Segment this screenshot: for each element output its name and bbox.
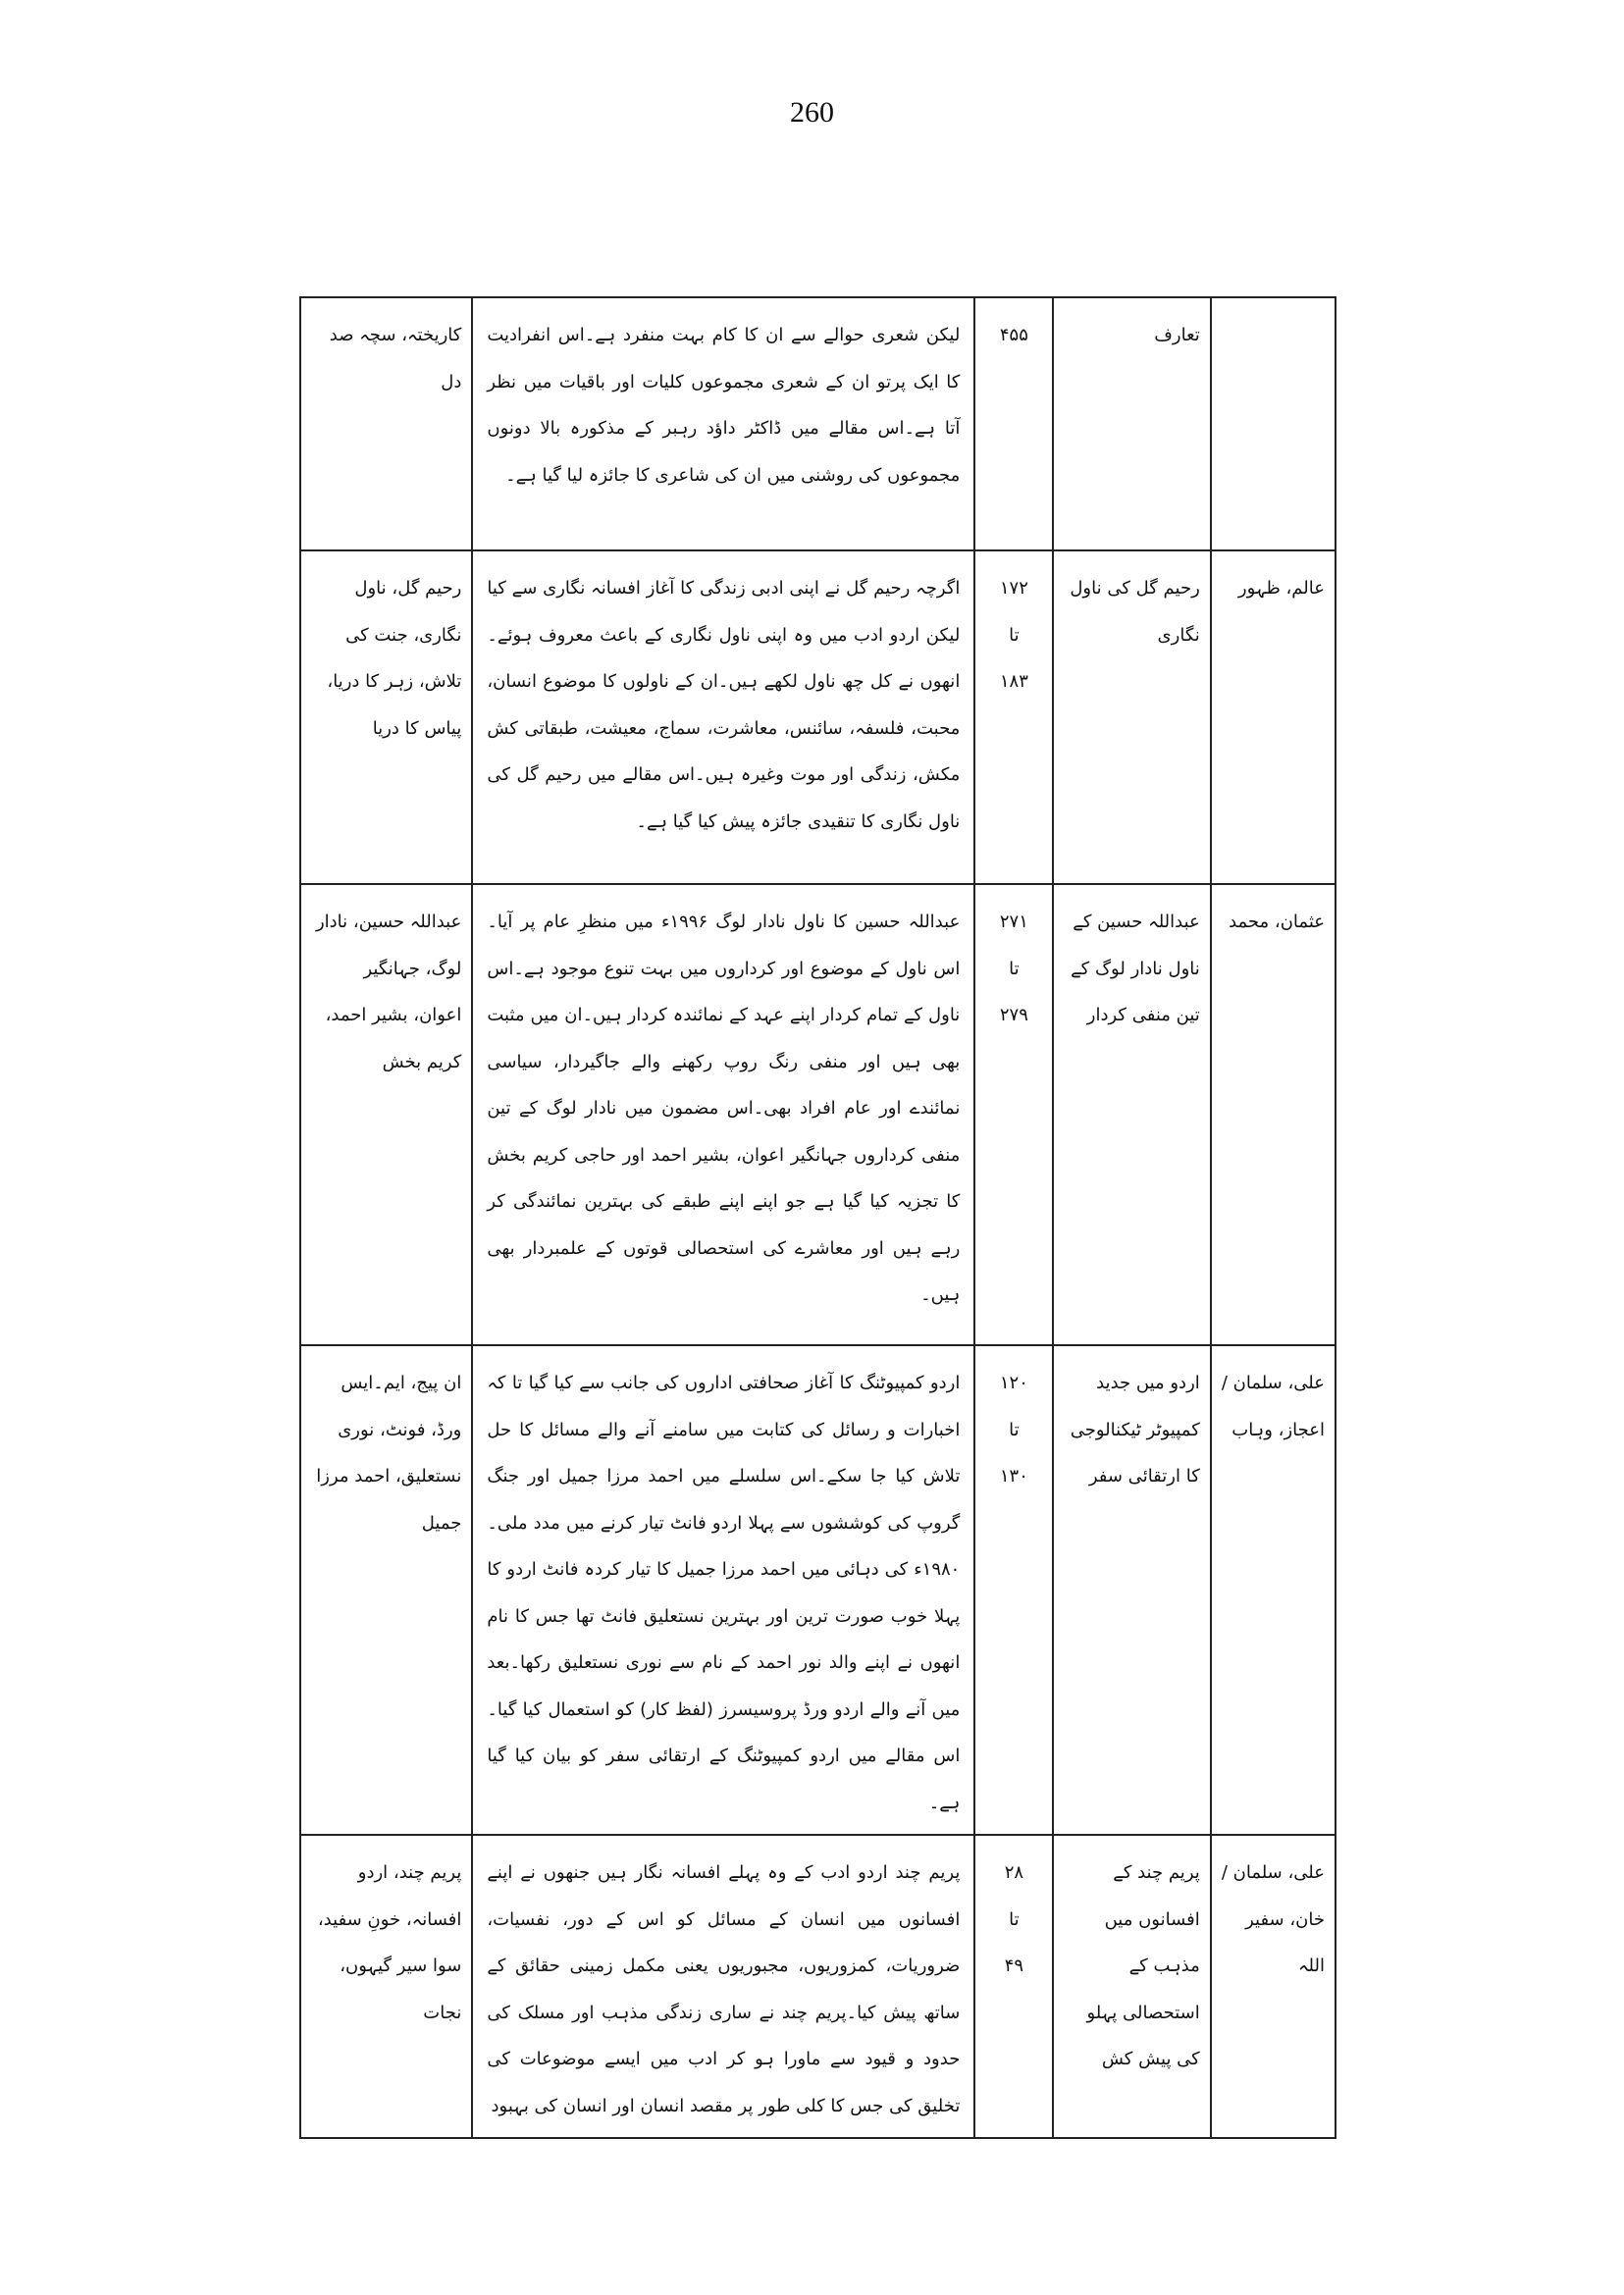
author-cell: عالم، ظہور [1211,550,1336,884]
title-cell: اردو میں جدید کمپیوٹر ٹیکنالوجی کا ارتقائی سفر [1053,1345,1210,1835]
pages-cell [974,884,1053,1345]
abstract-cell: پریم چند اردو ادب کے وہ پہلے افسانہ نگار ہیں جنھوں نے اپنے افسانوں میں انسان کے مسائل کو اس کے دور، نفسیات، ضروریات، کمزوریوں، مجبوریوں یعنی مکمل زمینی حقائق کے ساتھ پیش کیا۔پریم چند نے ساری زندگی مذہب اور مسلک کی حدود و قیود سے ماورا ہو کر ادب میں ایسے موضوعات کی تخلیق کی جس کا کلی طور پر مقصد انسان اور انسان کی بہبود [472,1835,974,2138]
page-range-start: ۲۸ [1004,1862,1024,1883]
author-cell: علی، سلمان / اعجاز، وہاب [1211,1345,1336,1835]
table-row [300,297,1336,550]
pages-cell [974,550,1053,884]
author-cell: علی، سلمان / خان، سفیر اللہ [1211,1835,1336,2138]
abstract-cell: اردو کمپیوٹنگ کا آغاز صحافتی اداروں کی جانب سے کیا گیا تا کہ اخبارات و رسائل کی کتابت میں سامنے آنے والے مسائل کا حل تلاش کیا جا سکے۔اس سلسلے میں احمد مرزا جمیل اور جنگ گروپ کی کوششوں سے پہلا اردو فانٹ تیار کرنے میں مدد ملی۔ ۱۹۸۰ء کی دہائی میں احمد مرزا جمیل کا تیار کردہ فانٹ اردو کا پہلا خوب صورت ترین اور بہترین نستعلیق فانٹ تھا جس کا نام انھوں نے اپنے والد نور احمد کے نام سے نوری نستعلیق رکھا۔بعد میں آنے والے اردو ورڈ پروسیسرز (لفظ کار) کو استعمال کیا گیا۔اس مقالے میں اردو کمپیوٹنگ کے ارتقائی سفر کو بیان کیا گیا ہے۔ [472,1345,974,1835]
author-cell [1211,297,1336,550]
keywords-cell: ان پیج، ایم۔ایس ورڈ، فونٹ، نوری نستعلیق، احمد مرزا جمیل [300,1345,472,1835]
pages-cell [974,1835,1053,2138]
page-range-separator: تا [1009,1908,1020,1930]
abstract-cell: لیکن شعری حوالے سے ان کا کام بہت منفرد ہے۔اس انفرادیت کا ایک پرتو ان کے شعری مجموعوں کلیات اور باقیات میں نظر آتا ہے۔اس مقالے میں ڈاکٹر داؤد رہبر کے مذکورہ بالا دونوں مجموعوں کی روشنی میں ان کی شاعری کا جائزہ لیا گیا ہے۔ [472,297,974,550]
page-range-start: ۲۷۱ [999,912,1028,932]
title-cell: رحیم گل کی ناول نگاری [1053,550,1210,884]
page-range-start: ۴۵۵ [999,325,1028,345]
keywords-cell: پریم چند، اردو افسانہ، خونِ سفید، سوا سیر گیہوں، نجات [300,1835,472,2138]
abstract-cell: عبداللہ حسین کا ناول نادار لوگ ۱۹۹۶ء میں منظرِ عام پر آیا۔اس ناول کے موضوع اور کرداروں میں بہت تنوع موجود ہے۔اس ناول کے تمام کردار اپنے عہد کے نمائندہ کردار ہیں۔ان میں مثبت بھی ہیں اور منفی رنگ روپ رکھنے والے جاگیردار، سیاسی نمائندے اور عام افراد بھی۔اس مضمون میں نادار لوگ کے تین منفی کرداروں جہانگیر اعوان، بشیر احمد اور حاجی کریم بخش کا تجزیہ کیا گیا ہے جو اپنے اپنے طبقے کی بہترین نمائندگی کر رہے ہیں اور معاشرے کی استحصالی قوتوں کے علمبردار بھی ہیں۔ [472,884,974,1345]
table-row [300,884,1336,1345]
abstract-cell: اگرچہ رحیم گل نے اپنی ادبی زندگی کا آغاز افسانہ نگاری سے کیا لیکن اردو ادب میں وہ اپنی ناول نگاری کے باعث معروف ہوئے۔انھوں نے کل چھ ناول لکھے ہیں۔ان کے ناولوں کا موضوع انسان، محبت، فلسفہ، سائنس، معاشرت، سماج، معیشت، طبقاتی کش مکش، زندگی اور موت وغیرہ ہیں۔اس مقالے میں رحیم گل کی ناول نگاری کا تنقیدی جائزہ پیش کیا گیا ہے۔ [472,550,974,884]
page-range-start: ۱۲۰ [999,1373,1028,1393]
table-row [300,1835,1336,2138]
title-cell: عبداللہ حسین کے ناول نادار لوگ کے تین منفی کردار [1053,884,1210,1345]
page-range-separator: تا [1009,1419,1020,1440]
table-row [300,1345,1336,1835]
pages-cell [974,1345,1053,1835]
page-range-end: ۱۳۰ [999,1466,1028,1487]
bibliography-table [299,296,1336,2139]
page-range-end: ۲۷۹ [999,1005,1028,1025]
title-cell: پریم چند کے افسانوں میں مذہب کے استحصالی پہلو کی پیش کش [1053,1835,1210,2138]
page-range-end: ۴۹ [1004,1956,1024,1976]
page-range-separator: تا [1009,958,1020,979]
page-range-end: ۱۸۳ [999,671,1028,692]
author-cell: عثمان، محمد [1211,884,1336,1345]
page-range-separator: تا [1009,624,1020,646]
keywords-cell: عبداللہ حسین، نادار لوگ، جہانگیر اعوان، بشیر احمد، کریم بخش [300,884,472,1345]
pages-cell [974,297,1053,550]
page-number: 260 [790,96,834,129]
keywords-cell: رحیم گل، ناول نگاری، جنت کی تلاش، زہر کا دریا، پیاس کا دریا [300,550,472,884]
page-range-start: ۱۷۲ [999,578,1028,599]
table-row [300,550,1336,884]
title-cell: تعارف [1053,297,1210,550]
keywords-cell: کاریختہ، سچہ صد دل [300,297,472,550]
